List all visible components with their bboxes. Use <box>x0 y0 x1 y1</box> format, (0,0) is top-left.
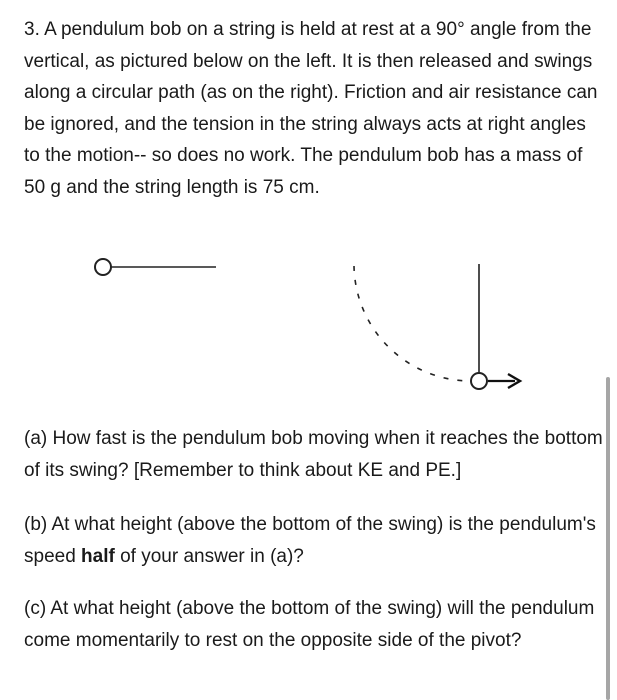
velocity-arrow-icon <box>488 374 520 388</box>
question-b-text-end: of your answer in (a)? <box>114 545 304 567</box>
problem-statement: 3. A pendulum bob on a string is held at rest at a 90° angle from the vertical, as pictured below on the left. It is then released and swings along a circular path (as on the right). Friction and air resistance can be ignored, and the tension in the string always acts at right angles to the motion-- so does no work. The pendulum bob has a mass of 50 g and the string length is 75 cm. <box>24 19 598 198</box>
scrollbar[interactable] <box>606 377 610 700</box>
question-c: (c) At what height (above the bottom of the swing) will the pendulum come momentarily to rest on the opposite side of the pivot? <box>24 598 595 651</box>
bob-at-rest <box>95 259 111 275</box>
pendulum-swinging <box>354 264 520 389</box>
question-b-text-start: (b) At what height (above the bottom of the swing) is the pendulum's speed <box>24 514 596 567</box>
circular-path-dashed <box>354 266 471 381</box>
question-b <box>24 509 609 572</box>
pendulum-figure <box>0 250 617 410</box>
pendulum-held-horizontal <box>95 259 216 275</box>
bob-at-bottom <box>471 373 487 389</box>
question-a: (a) How fast is the pendulum bob moving when it reaches the bottom of its swing? [Remember to think about KE and PE.] <box>24 428 603 481</box>
question-b-emphasis: half <box>81 545 115 567</box>
